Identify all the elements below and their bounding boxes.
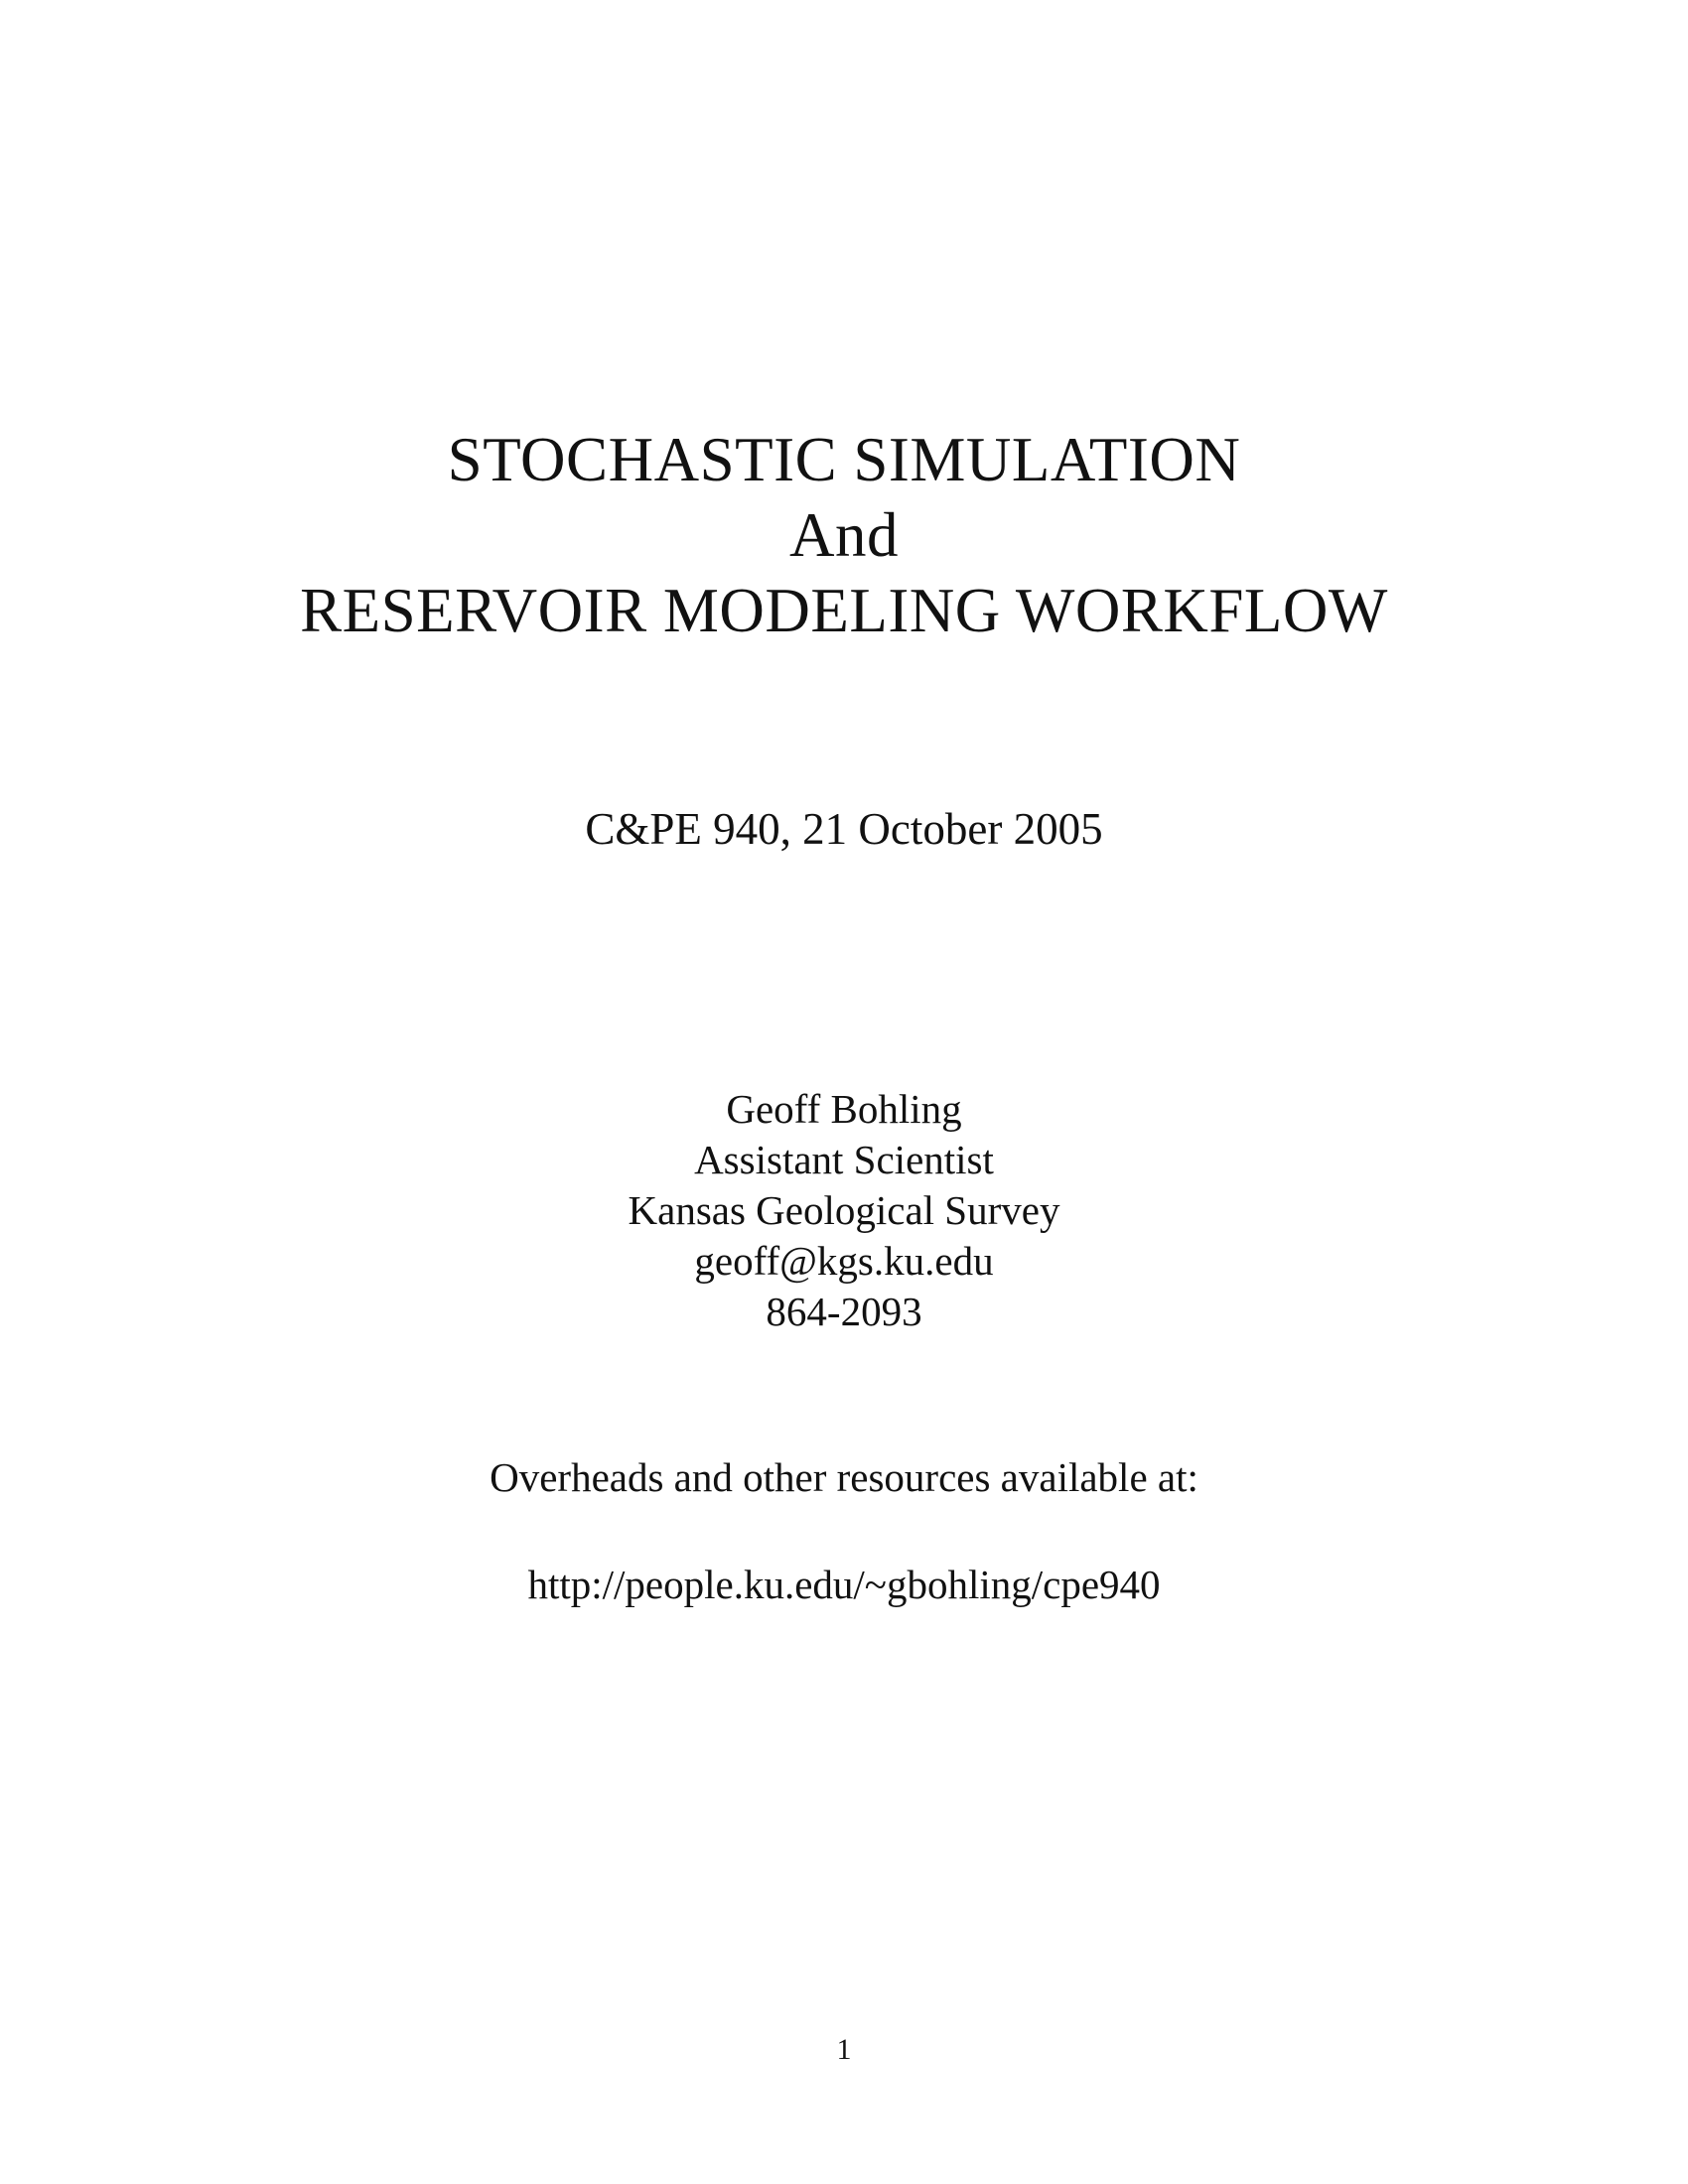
- title-line-1: STOCHASTIC SIMULATION: [447, 425, 1241, 494]
- author-name: Geoff Bohling: [726, 1086, 962, 1132]
- resources-url-container: [0, 1559, 1688, 1610]
- page-number: 1: [836, 2033, 852, 2066]
- author-block: [0, 1084, 1688, 1337]
- title-line-2: And: [789, 500, 899, 570]
- resources-note: Overheads and other resources available at:: [490, 1454, 1198, 1500]
- author-organization: Kansas Geological Survey: [628, 1187, 1060, 1233]
- resources-url-link[interactable]: http://people.ku.edu/~gbohling/cpe940: [527, 1562, 1161, 1607]
- author-position: Assistant Scientist: [694, 1137, 994, 1182]
- course-info: C&PE 940, 21 October 2005: [585, 804, 1103, 854]
- title-line-3: RESERVOIR MODELING WORKFLOW: [300, 576, 1388, 645]
- author-phone: 864-2093: [766, 1289, 922, 1334]
- author-email: geoff@kgs.ku.edu: [694, 1238, 994, 1284]
- title-block: [0, 422, 1688, 648]
